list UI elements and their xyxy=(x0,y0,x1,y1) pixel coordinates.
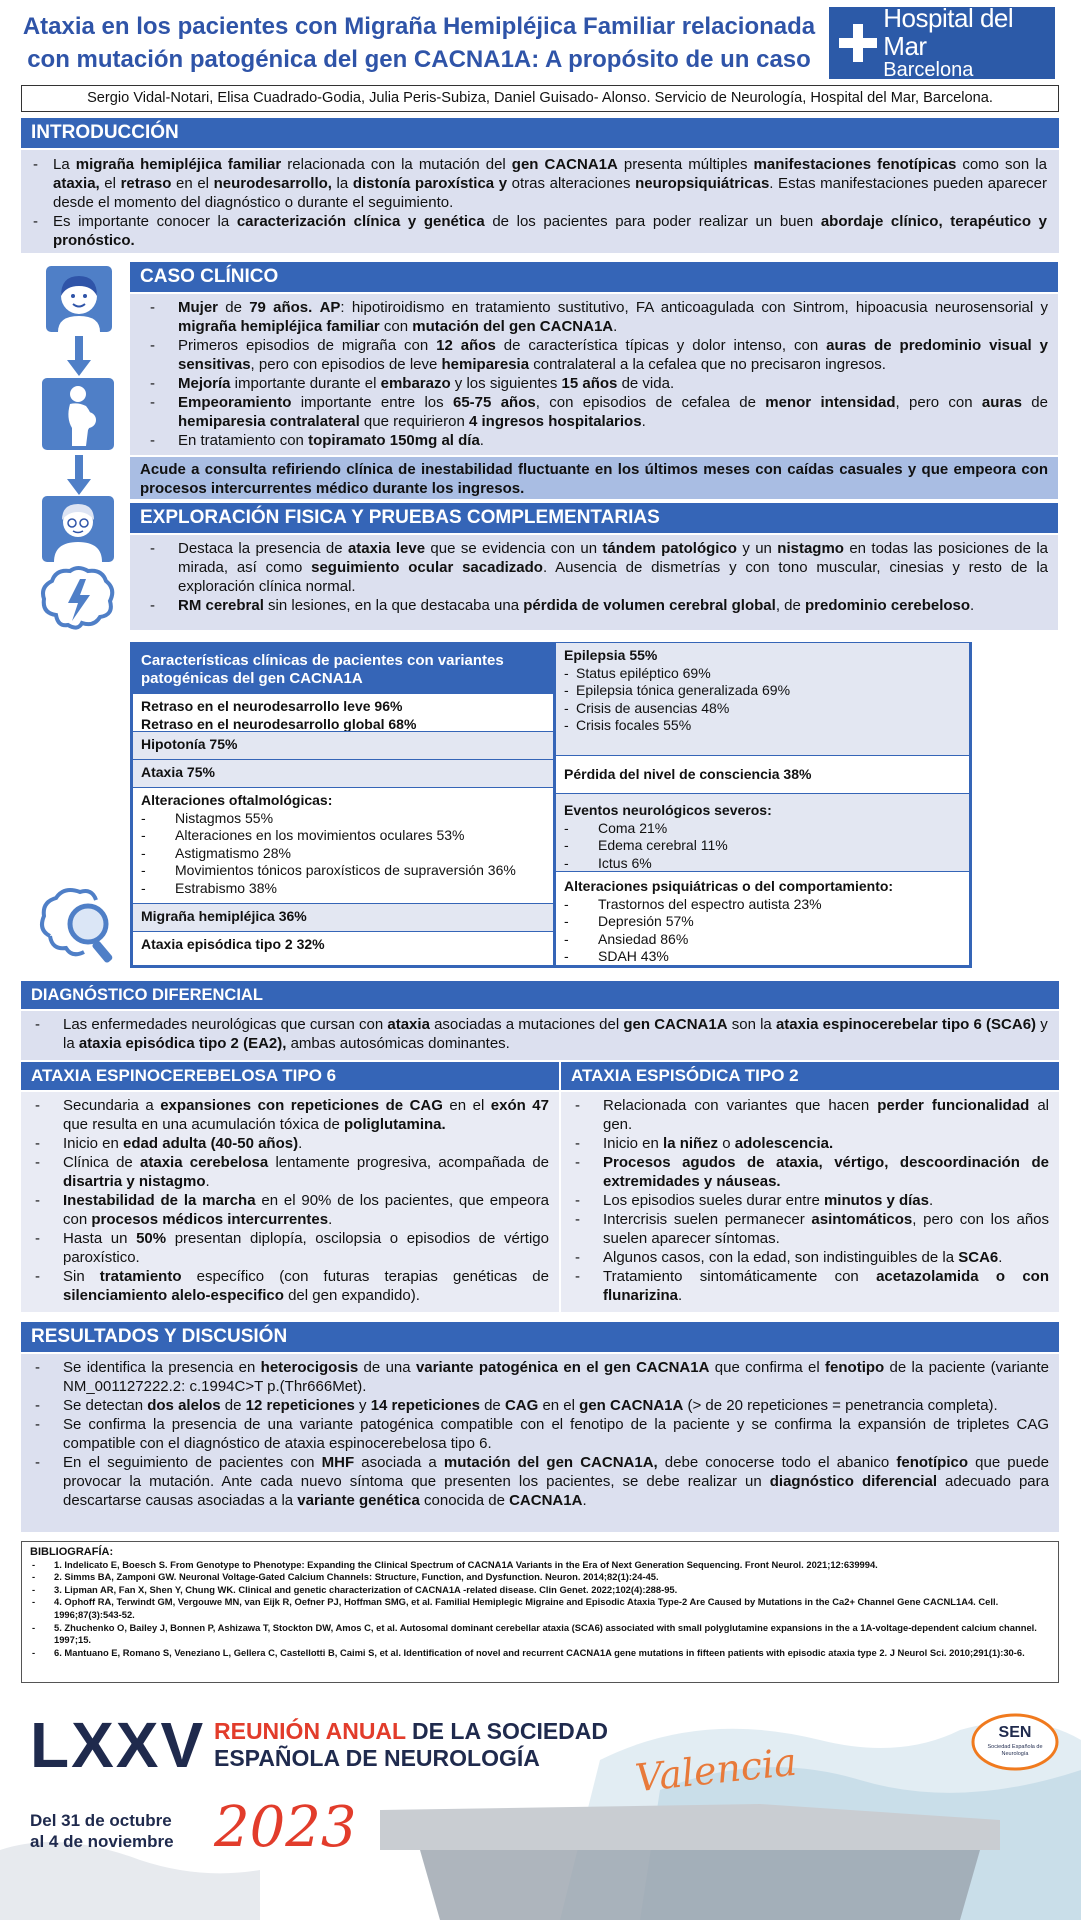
list-item: - Depresión 57% xyxy=(564,913,961,931)
sen-logo xyxy=(970,1712,1060,1772)
list-item: - Status epiléptico 69% xyxy=(564,665,961,683)
ataxia: Ataxia 75% xyxy=(141,764,215,780)
exploracion-item: - Destaca la presencia de ataxia leve que se evidencia con un tándem patológico y un nistagmo en todas las posiciones de la mirada, así como seguimiento ocular sacadizado. Ausencia de dismetrías y con tono muscular, cinesias y resto de la exploración clínica normal. xyxy=(138,539,1048,596)
caso-item: - En tratamiento con topiramato 150mg al día. xyxy=(138,431,1048,450)
footer-date1: Del 31 de octubre xyxy=(30,1811,172,1830)
footer xyxy=(0,1700,1081,1920)
woman-face-icon xyxy=(46,266,112,332)
list-item: - 3. Lipman AR, Fan X, Shen Y, Chung WK. Clinical and genetic characterization of CACNA1A -related disease. Clin Genet. 2022;102(4):288-95. xyxy=(30,1584,1050,1597)
sca6-item: - Secundaria a expansiones con repeticiones de CAG en el exón 47 que resulta en una acumulación tóxica de poliglutamina. xyxy=(23,1096,549,1134)
psiq-list xyxy=(564,896,961,966)
ea2-item: - Relacionada con variantes que hacen perder funcionalidad al gen. xyxy=(563,1096,1049,1134)
brain-lightning-icon xyxy=(38,565,118,635)
footer-dates xyxy=(30,1810,174,1852)
intro-panel xyxy=(21,150,1059,253)
intro-p2: - Es importante conocer la caracterización clínica y genética de los pacientes para poder realizar un buen abordaje clínico, terapéutico y pronóstico. xyxy=(23,212,1047,250)
resultados-panel xyxy=(21,1354,1059,1532)
sca6-item: - Hasta un 50% presentan diplopía, oscilopsia o episodios de vértigo paroxístico. xyxy=(23,1229,549,1267)
caso-item: - Mujer de 79 años. AP: hipotiroidismo en tratamiento sustitutivo, FA anticoagulada con Sintrom, hipoacusia neurosensorial y migraña hemipléjica familiar con mutación del gen CACNA1A. xyxy=(138,298,1048,336)
sca6-heading: ATAXIA ESPINOCEREBELOSA TIPO 6 xyxy=(21,1062,559,1090)
list-item: - 6. Mantuano E, Romano S, Veneziano L, Gellera C, Castellotti B, Caimi S, et al. Identification of novel and recurrent CACNA1A gene mutations in fifteen patients with episodic ataxia type 2. J Neurol Sci. 2010;291(1):30-6. xyxy=(30,1647,1050,1660)
sca6-item: - Sin tratamiento específico (con futuras terapias genéticas de silenciamiento alelo-especifico del gen expandido). xyxy=(23,1267,549,1305)
sen-text: SEN xyxy=(998,1724,1032,1741)
migrana: Migraña hemipléjica 36% xyxy=(141,908,307,924)
resultados-heading: RESULTADOS Y DISCUSIÓN xyxy=(21,1322,1059,1352)
hospital-logo xyxy=(829,3,1055,81)
authors: Sergio Vidal-Notari, Elisa Cuadrado-Godia, Julia Peris-Subiza, Daniel Guisado- Alonso. Servicio de Neurología, Hospital del Mar, Barcelona. xyxy=(21,85,1059,112)
table-cell-psiq xyxy=(556,871,969,965)
intro-p1: - La migraña hemipléjica familiar relacionada con la mutación del gen CACNA1A presenta múltiples manifestaciones fenotípicas como son la ataxia, el retraso en el neurodesarrollo, la distonía paroxística y otras alteraciones neuropsiquiátricas. Estas manifestaciones pueden aparecer desde el momento del diagnóstico o durante el seguimiento. xyxy=(23,155,1047,212)
ea2-item: - Tratamiento sintomáticamente con acetazolamida o con flunarizina. xyxy=(563,1267,1049,1305)
exploracion-heading: EXPLORACIÓN FISICA Y PRUEBAS COMPLEMENTARIAS xyxy=(130,503,1058,533)
sca6-item: - Clínica de ataxia cerebelosa lentamente progresiva, acompañada de disartria y nistagmo. xyxy=(23,1153,549,1191)
title-line-2: con mutación patogénica del gen CACNA1A: A propósito de un caso xyxy=(27,46,811,73)
exploracion-item: - RM cerebral sin lesiones, en la que destacaba una pérdida de volumen cerebral global, de predominio cerebeloso. xyxy=(138,596,1048,615)
ea2-item: - Inicio en la niñez o adolescencia. xyxy=(563,1134,1049,1153)
retraso-leve: Retraso en el neurodesarrollo leve 96% xyxy=(141,698,403,714)
table-cell-retraso xyxy=(133,693,553,731)
brain-magnifier-icon xyxy=(36,884,120,968)
arrow-down-icon xyxy=(67,455,91,495)
table-cell-oftalmo xyxy=(133,787,553,903)
resultados-item: - Se detectan dos alelos de 12 repeticiones y 14 repeticiones de CAG en el gen CACNA1A (> de 20 repeticiones = penetrancia completa). xyxy=(23,1396,1049,1415)
list-item: - Ansiedad 86% xyxy=(564,931,961,949)
table-cell-ataxia xyxy=(133,759,553,787)
ea2-panel xyxy=(561,1092,1059,1312)
psiq-title: Alteraciones psiquiátricas o del comportamiento: xyxy=(564,878,894,894)
footer-meeting xyxy=(214,1718,608,1772)
retraso-global: Retraso en el neurodesarrollo global 68% xyxy=(141,715,417,732)
list-item: - Edema cerebral 11% xyxy=(564,837,961,855)
intro-heading: INTRODUCCIÓN xyxy=(21,118,1059,148)
resultados-item: - En el seguimiento de pacientes con MHF asociada a mutación del gen CACNA1A, debe conocerse todo el abanico fenotípico que puede provocar la mutación. Ante cada nuevo síntoma que presenten los pacientes, se debe realizar un diagnóstico diferencial adecuado para descartarse causas asociadas a la variante genética conocida de CACNA1A. xyxy=(23,1453,1049,1510)
footer-line1b: DE LA SOCIEDAD xyxy=(405,1718,608,1744)
table-cell-hipotonia xyxy=(133,731,553,759)
logo-line-2: Barcelona xyxy=(883,58,974,81)
list-item: - 5. Zhuchenko O, Bailey J, Bonnen P, Ashizawa T, Stockton DW, Amos C, et al. Autosomal dominant cerebellar ataxia (SCA6) associated with small polyglutamine expansions in the a 1A-voltage-dependent calcium channel. 1997;15. xyxy=(30,1622,1050,1647)
caso-item: - Primeros episodios de migraña con 12 años de característica típicas y dolor intenso, con auras de predominio visual y sensitivas, pero con episodios de leve hemiparesia contralateral a la cefalea que no precisaron ingresos. xyxy=(138,336,1048,374)
caso-list xyxy=(138,298,1048,450)
table-cell-ataxia-ep xyxy=(133,931,553,965)
resultados-item: - Se confirma la presencia de una variante patogénica compatible con el fenotipo de la paciente y se confirma la expansión de tripletes CAG compatible con el diagnóstico de ataxia espinocerebelosa tipo 6. xyxy=(23,1415,1049,1453)
ataxia-episodica: Ataxia episódica tipo 2 32% xyxy=(141,936,325,952)
oftalmo-list xyxy=(141,810,545,898)
epilepsia-list xyxy=(564,665,961,735)
pregnant-woman-icon xyxy=(42,378,114,450)
list-item: - Nistagmos 55% xyxy=(141,810,545,828)
bibliografia-list xyxy=(30,1559,1050,1660)
footer-lxxv: LXXV xyxy=(30,1709,206,1781)
list-item: - 2. Simms BA, Zamponi GW. Neuronal Voltage-Gated Calcium Channels: Structure, Function, and Dysfunction. Neuron. 2014;82(1):24-45. xyxy=(30,1571,1050,1584)
epilepsia-title: Epilepsia 55% xyxy=(564,647,658,663)
list-item: - Ictus 6% xyxy=(564,855,961,873)
arrow-down-icon xyxy=(67,336,91,376)
table-cell-epilepsia xyxy=(556,643,969,755)
ea2-item: - Procesos agudos de ataxia, vértigo, descoordinación de extremidades y náuseas. xyxy=(563,1153,1049,1191)
list-item: - Epilepsia tónica generalizada 69% xyxy=(564,682,961,700)
sca6-panel xyxy=(21,1092,559,1312)
caso-item: - Mejoría importante durante el embarazo y los siguientes 15 años de vida. xyxy=(138,374,1048,393)
table-cell-perdida xyxy=(556,755,969,793)
list-item: - 4. Ophoff RA, Terwindt GM, Vergouwe MN, van Eijk R, Oefner PJ, Hoffman SMG, et al. Familial Hemiplegic Migraine and Episodic Ataxia Type-2 Are Caused by Mutations in the Ca2+ Channel Gene CACNL1A4. Cell. 1996;87(3):543-52. xyxy=(30,1596,1050,1621)
caso-panel xyxy=(130,294,1058,455)
footer-date2: al 4 de noviembre xyxy=(30,1832,174,1851)
list-item: - Crisis de ausencias 48% xyxy=(564,700,961,718)
exploracion-panel xyxy=(130,535,1058,630)
ea2-item: - Algunos casos, con la edad, son indistinguibles de la SCA6. xyxy=(563,1248,1049,1267)
list-item: - Coma 21% xyxy=(564,820,961,838)
logo-line-1: Hospital del Mar xyxy=(883,3,1014,61)
oftalmo-title: Alteraciones oftalmológicas: xyxy=(141,792,333,808)
hipotonia: Hipotonía 75% xyxy=(141,736,238,752)
footer-year: 2023 xyxy=(214,1795,357,1860)
caso-item: - Empeoramiento importante entre los 65-75 años, con episodios de cefalea de menor intensidad, pero con auras de hemiparesia contralateral que requirieron 4 ingresos hospitalarios. xyxy=(138,393,1048,431)
list-item: - Crisis focales 55% xyxy=(564,717,961,735)
clinical-table xyxy=(130,642,972,968)
perdida-consciencia: Pérdida del nivel de consciencia 38% xyxy=(564,766,812,782)
caso-highlight: Acude a consulta refiriendo clínica de inestabilidad fluctuante en los últimos meses con caídas casuales y que empeora con procesos intercurrentes médico durante los ingresos. xyxy=(130,457,1058,499)
sen-logo-icon xyxy=(970,1712,1060,1772)
footer-line1a: REUNIÓN ANUAL xyxy=(214,1718,406,1744)
ea2-item: - Intercrisis suelen permanecer asintomáticos, pero con los años suelen aparecer síntomas. xyxy=(563,1210,1049,1248)
bibliografia-box xyxy=(21,1541,1059,1683)
eventos-title: Eventos neurológicos severos: xyxy=(564,802,772,818)
ea2-heading: ATAXIA ESPISÓDICA TIPO 2 xyxy=(561,1062,1059,1090)
poster-title xyxy=(14,10,824,76)
sca6-item: - Inestabilidad de la marcha en el 90% de los pacientes, que empeora con procesos médicos intercurrentes. xyxy=(23,1191,549,1229)
diagnostico-panel xyxy=(21,1011,1059,1060)
list-item: - Movimientos tónicos paroxísticos de supraversión 36% xyxy=(141,862,545,880)
table-heading: Características clínicas de pacientes con variantes patogénicas del gen CACNA1A xyxy=(133,645,553,693)
diagnostico-heading: DIAGNÓSTICO DIFERENCIAL xyxy=(21,981,1059,1009)
ea2-item: - Los episodios sueles durar entre minutos y días. xyxy=(563,1191,1049,1210)
list-item: - Alteraciones en los movimientos oculares 53% xyxy=(141,827,545,845)
title-line-1: Ataxia en los pacientes con Migraña Hemipléjica Familiar relacionada xyxy=(22,13,816,40)
table-cell-eventos xyxy=(556,793,969,871)
list-item: - 1. Indelicato E, Boesch S. From Genotype to Phenotype: Expanding the Clinical Spectrum of CACNA1A Variants in the Era of Next Generation Sequencing. Front Neurol. 2021;12:639994. xyxy=(30,1559,1050,1572)
table-cell-migrana xyxy=(133,903,553,931)
footer-line2: ESPAÑOLA DE NEUROLOGÍA xyxy=(214,1745,540,1771)
list-item: - SDAH 43% xyxy=(564,948,961,966)
sen-subtitle: Sociedad Española de Neurología xyxy=(987,1744,1043,1757)
list-item: - Astigmatismo 28% xyxy=(141,845,545,863)
caso-heading: CASO CLÍNICO xyxy=(130,262,1058,292)
diagnostico-text: - Las enfermedades neurológicas que cursan con ataxia asociadas a mutaciones del gen CACNA1A son la ataxia espinocerebelar tipo 6 (SCA6) y la ataxia episódica tipo 2 (EA2), ambas autosómicas dominantes. xyxy=(23,1015,1049,1053)
list-item: - Estrabismo 38% xyxy=(141,880,545,898)
list-item: - Trastornos del espectro autista 23% xyxy=(564,896,961,914)
eventos-list xyxy=(564,820,961,873)
hospital-cross-icon xyxy=(839,24,875,62)
bibliografia-heading: BIBLIOGRAFÍA: xyxy=(30,1546,114,1558)
resultados-item: - Se identifica la presencia en heterocigosis de una variante patogénica en el gen CACNA1A que confirma el fenotipo de la paciente (variante NM_001127222.2: c.1994C>T p.(Thr666Met). xyxy=(23,1358,1049,1396)
footer-city: Valencia xyxy=(633,1739,799,1801)
sca6-item: - Inicio en edad adulta (40-50 años). xyxy=(23,1134,549,1153)
elderly-woman-icon xyxy=(42,496,114,562)
